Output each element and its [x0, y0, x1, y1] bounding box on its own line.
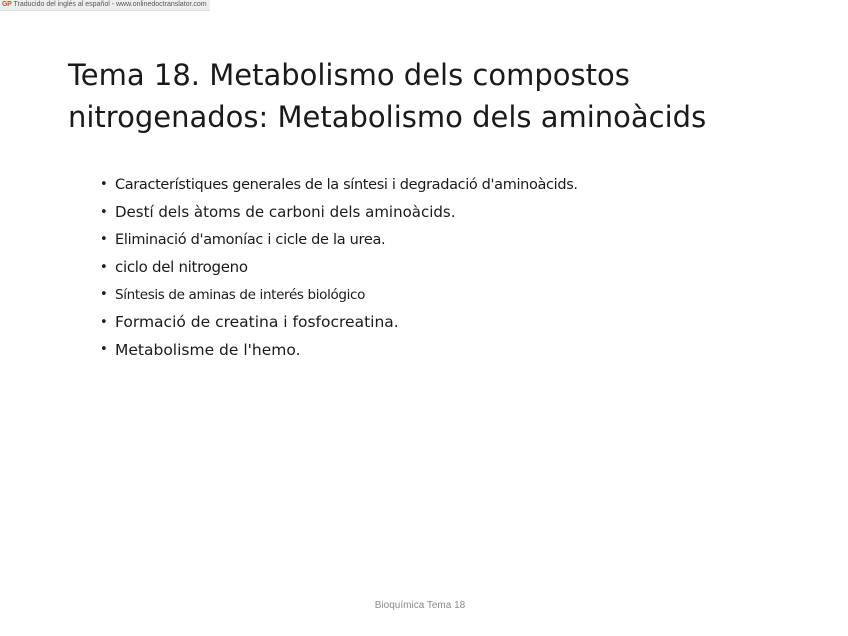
- list-item-text: Eliminació d'amoníac i cicle de la urea.: [115, 231, 386, 248]
- list-item-text: Metabolisme de l'hemo.: [115, 340, 301, 359]
- list-item-text: Destí dels àtoms de carboni dels aminoàcids.: [115, 203, 456, 222]
- bullet-list: [100, 171, 578, 364]
- bullet-icon: •: [100, 177, 108, 193]
- bullet-icon: •: [100, 259, 108, 275]
- list-item: [100, 171, 578, 199]
- bullet-icon: •: [100, 204, 108, 220]
- bullet-icon: •: [100, 232, 108, 248]
- list-item-text: Característiques generales de la síntesi i degradació d'aminoàcids.: [115, 176, 578, 193]
- slide-footer: Bioquímica Tema 18: [374, 600, 466, 611]
- list-item: [100, 226, 578, 254]
- list-item: [100, 309, 578, 337]
- list-item-text: ciclo del nitrogeno: [115, 258, 248, 277]
- bullet-icon: •: [100, 314, 108, 330]
- bullet-icon: •: [100, 342, 108, 358]
- translator-banner: [0, 0, 210, 11]
- list-item: [100, 336, 578, 364]
- bullet-icon: •: [100, 287, 108, 303]
- list-item-text: Síntesis de aminas de interés biológico: [115, 286, 365, 303]
- translator-logo-icon: GP: [2, 1, 12, 8]
- slide-title: Tema 18. Metabolismo dels compostos nitrogenados: Metabolismo dels aminoàcids: [68, 58, 707, 134]
- translator-banner-text: Traducido del inglés al español - www.onlinedoctranslator.com: [13, 1, 207, 8]
- list-item: [100, 281, 578, 309]
- list-item-text: Formació de creatina i fosfocreatina.: [115, 313, 399, 332]
- list-item: [100, 254, 578, 282]
- list-item: [100, 199, 578, 227]
